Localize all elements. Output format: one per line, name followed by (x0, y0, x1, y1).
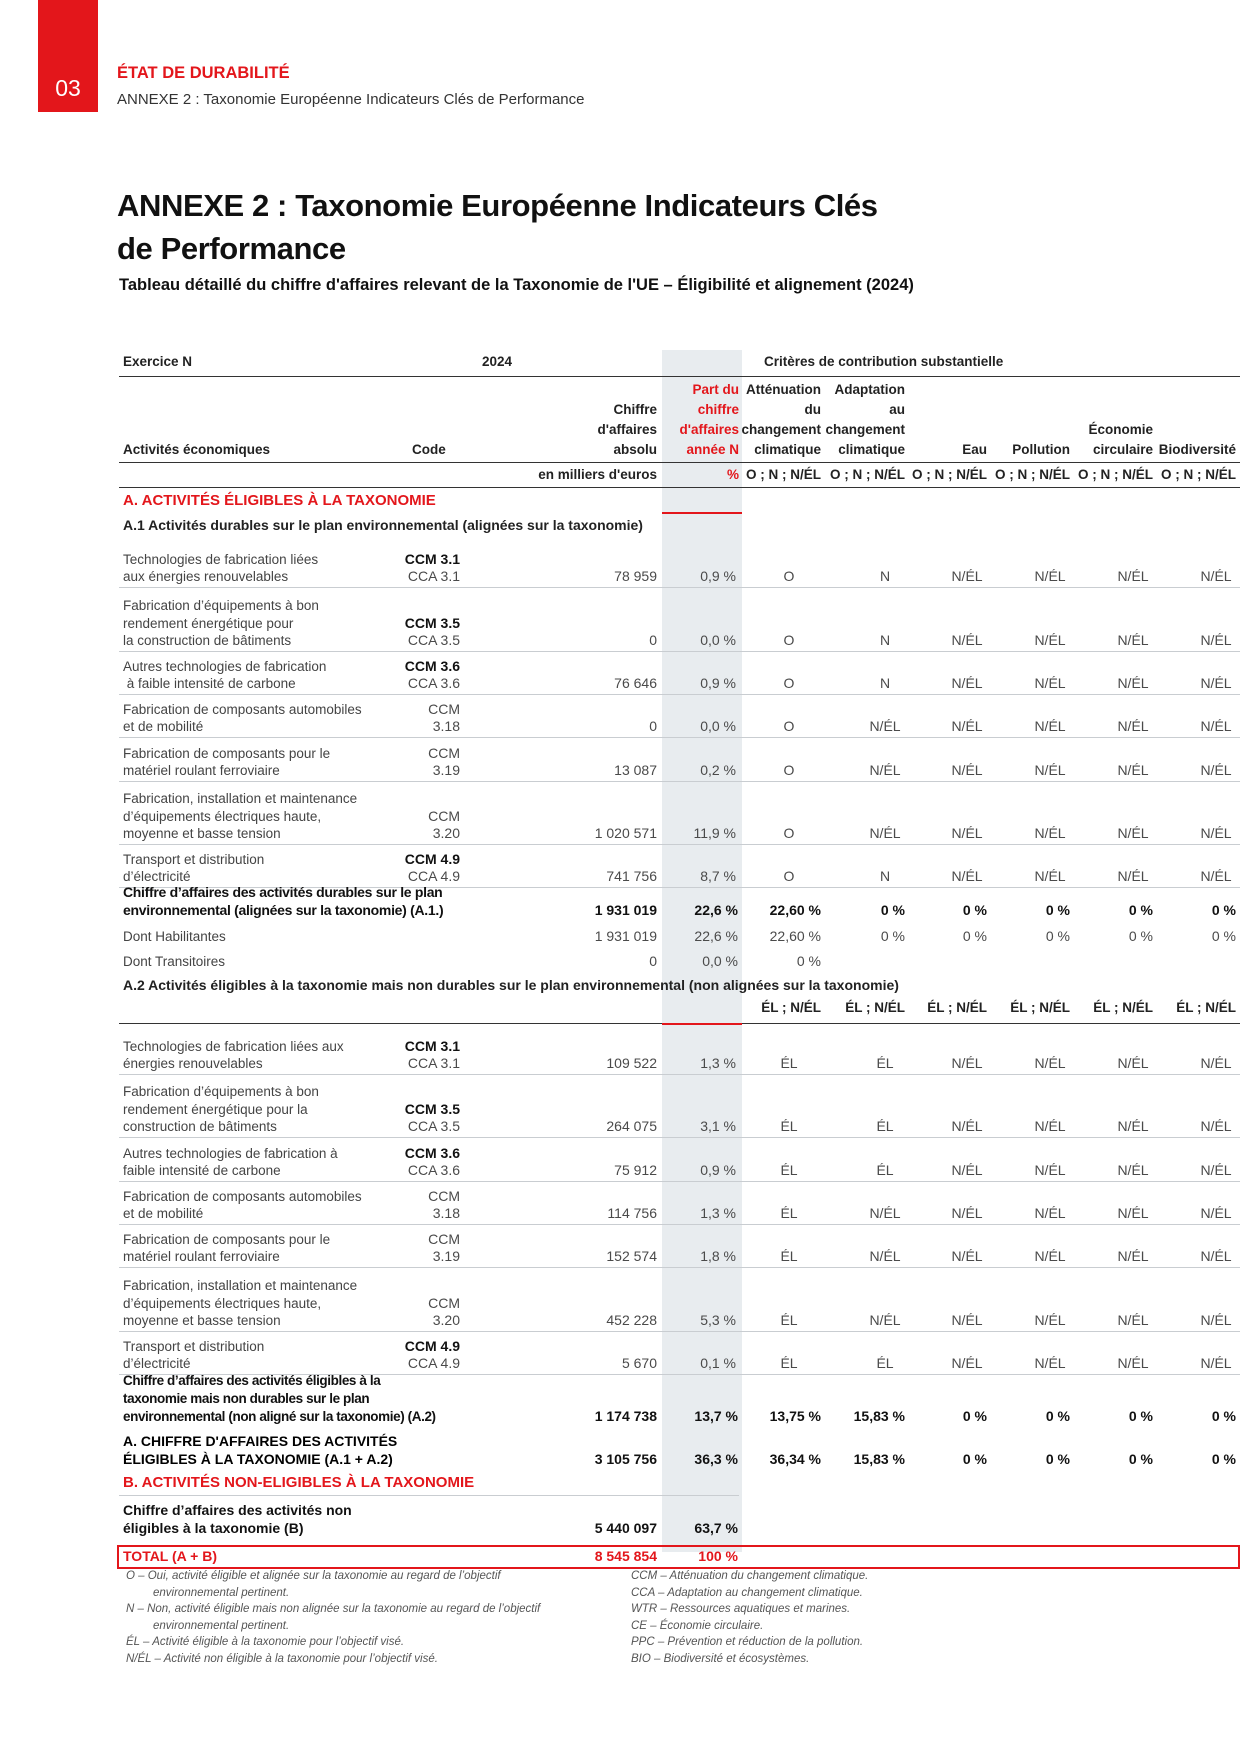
criteria-value: O (783, 718, 795, 734)
criteria-value: N/ÉL (1034, 568, 1066, 584)
share-value: 8,7 % (700, 868, 736, 884)
criteria-value: 0 % (962, 1408, 987, 1424)
criteria-value: N/ÉL (1117, 868, 1149, 884)
rule (119, 487, 1240, 488)
activity-code-primary: CCM 3.6 (404, 658, 460, 674)
share-value: 1,3 % (700, 1055, 736, 1071)
criteria-value: ÉL (780, 1162, 798, 1178)
activity-label-line: et de mobilité (123, 719, 204, 734)
criteria-value: N/ÉL (1034, 825, 1066, 841)
activity-code-primary: CCM (428, 1231, 460, 1247)
turnover-value: 264 075 (606, 1118, 657, 1134)
criteria-value: ÉL (780, 1055, 798, 1071)
criteria-value: 22,60 % (769, 928, 821, 944)
criteria-value: N/ÉL (1200, 1205, 1232, 1221)
criteria-value: N/ÉL (869, 1248, 901, 1264)
activity-code-primary: CCM 4.9 (404, 851, 460, 867)
activity-code-secondary: CCA 3.1 (407, 1055, 460, 1071)
criteria-value: O (783, 868, 795, 884)
activity-code-secondary: CCA 3.6 (407, 1162, 460, 1178)
row-divider (119, 844, 1240, 845)
activity-code-secondary: CCA 3.5 (407, 632, 460, 648)
activity-label-line: Fabrication d’équipements à bon (123, 1084, 319, 1099)
b-row-ca: 5 440 097 (594, 1520, 657, 1536)
activity-code-secondary: CCA 4.9 (407, 1355, 460, 1371)
unit-adaptation: O ; N ; N/ÉL (830, 467, 905, 482)
turnover-value: 0 (649, 632, 657, 648)
a2-unit-label: ÉL ; N/ÉL (761, 1000, 821, 1015)
activity-label-line: matériel roulant ferroviaire (123, 763, 280, 778)
criteria-value: N/ÉL (1034, 1162, 1066, 1178)
habilitantes-ca: 1 931 019 (594, 928, 657, 944)
criteria-value: N/ÉL (951, 718, 983, 734)
transitoires-pct: 0,0 % (702, 953, 738, 969)
a-total-ca: 3 105 756 (594, 1451, 657, 1467)
criteria-value: 0 % (962, 928, 987, 944)
criteria-label: Critères de contribution substantielle (764, 354, 1004, 369)
activity-label-line: d’électricité (123, 1356, 191, 1371)
activity-code-primary: CCM 3.5 (404, 615, 460, 631)
criteria-value: N/ÉL (1200, 1312, 1232, 1328)
criteria-value: N/ÉL (1200, 1162, 1232, 1178)
turnover-value: 78 959 (614, 568, 657, 584)
activity-code-primary: CCM (428, 1295, 460, 1311)
criteria-value: N/ÉL (869, 762, 901, 778)
running-header-subsection: ANNEXE 2 : Taxonomie Européenne Indicateurs Clés de Performance (117, 91, 585, 108)
turnover-value: 76 646 (614, 675, 657, 691)
activity-label-line: moyenne et basse tension (123, 826, 281, 841)
share-value: 0,2 % (700, 762, 736, 778)
criteria-value: N/ÉL (951, 762, 983, 778)
criteria-value: N (879, 675, 891, 691)
unit-eau: O ; N ; N/ÉL (912, 467, 987, 482)
row-divider (119, 694, 1240, 695)
col-part: Part du chiffre d'affaires année N (679, 382, 739, 457)
a2-total-label: Chiffre d’affaires des activités éligibles à la taxonomie mais non durables sur le plan environnemental (non aligné sur la taxonomie) (A.2) (123, 1373, 436, 1424)
criteria-value: N/ÉL (1034, 868, 1066, 884)
turnover-value: 75 912 (614, 1162, 657, 1178)
criteria-value: 0 % (962, 1451, 987, 1467)
share-value: 0,1 % (700, 1355, 736, 1371)
a2-total-pct: 13,7 % (694, 1408, 738, 1424)
criteria-value: N (879, 868, 891, 884)
criteria-value: 36,34 % (769, 1451, 821, 1467)
unit-pollution: O ; N ; N/ÉL (995, 467, 1070, 482)
criteria-value: 15,83 % (853, 1451, 905, 1467)
activity-label-line: rendement énergétique pour (123, 615, 294, 631)
activity-code-secondary: 3.18 (432, 718, 460, 734)
activity-code-secondary: CCA 3.5 (407, 1118, 460, 1134)
criteria-value: N/ÉL (1034, 675, 1066, 691)
activity-label-line: la construction de bâtiments (123, 633, 292, 648)
turnover-value: 13 087 (614, 762, 657, 778)
chapter-tab (38, 0, 98, 112)
criteria-value: 0 % (1211, 1451, 1236, 1467)
a2-unit-label: ÉL ; N/ÉL (1093, 1000, 1153, 1015)
activity-label-line: Fabrication d’équipements à bon (123, 598, 319, 613)
col-adaptation: Adaptation au changement climatique (825, 382, 905, 457)
row-divider (119, 737, 1240, 738)
criteria-value: 0 % (1045, 902, 1070, 918)
page-title: ANNEXE 2 : Taxonomie Européenne Indicateurs Clés de Performance (117, 188, 878, 266)
rule (119, 1495, 739, 1496)
criteria-value: O (783, 825, 795, 841)
criteria-value: N/ÉL (951, 1205, 983, 1221)
activity-label-line: Technologies de fabrication liées aux (123, 1038, 344, 1054)
activity-code-primary: CCM 3.1 (404, 1038, 460, 1054)
criteria-value: N/ÉL (1200, 568, 1232, 584)
criteria-value: 22,60 % (769, 902, 821, 918)
criteria-value: 0 % (1128, 1408, 1153, 1424)
legend-notes-right: CCM – Atténuation du changement climatique. CCA – Adaptation au changement climatique. WTR – Ressources aquatiques et marines. CE – Économie circulaire. PPC – Prévention et réduction de la pollution. BIO – Biodiversité et écosystèmes. (631, 1570, 869, 1665)
activity-code-secondary: 3.20 (432, 1312, 460, 1328)
criteria-value: 0 % (1045, 1451, 1070, 1467)
criteria-value: N/ÉL (1200, 718, 1232, 734)
rule (119, 376, 1240, 377)
unit-attenuation: O ; N ; N/ÉL (746, 467, 821, 482)
turnover-value: 152 574 (606, 1248, 657, 1264)
activity-code-secondary: 3.19 (432, 1248, 460, 1264)
row-divider (119, 1224, 1240, 1225)
a1-total-ca: 1 931 019 (594, 902, 657, 918)
share-value: 0,0 % (700, 632, 736, 648)
col-code: Code (412, 442, 446, 457)
criteria-value: 13,75 % (769, 1408, 821, 1424)
col-activities: Activités économiques (123, 442, 271, 457)
activity-code-secondary: 3.19 (432, 762, 460, 778)
share-value: 3,1 % (700, 1118, 736, 1134)
activity-label-line: Technologies de fabrication liées (123, 551, 319, 567)
a-total-pct: 36,3 % (694, 1451, 738, 1467)
col-eau: Eau (962, 442, 987, 457)
activity-label-line: à faible intensité de carbone (123, 676, 296, 691)
col-attenuation: Atténuation du changement climatique (741, 382, 821, 457)
a2-unit-label: ÉL ; N/ÉL (1176, 1000, 1236, 1015)
criteria-value: N/ÉL (869, 1312, 901, 1328)
criteria-value: 0 % (1128, 902, 1153, 918)
criteria-value: N/ÉL (1200, 825, 1232, 841)
exercise-label: Exercice N (123, 354, 193, 369)
criteria-value: N/ÉL (1200, 762, 1232, 778)
unit-part: % (726, 467, 739, 482)
total-label: TOTAL (A + B) (123, 1548, 217, 1564)
activity-code-primary: CCM (428, 701, 460, 717)
criteria-value: 0 % (1211, 902, 1236, 918)
unit-economie: O ; N ; N/ÉL (1078, 467, 1153, 482)
activity-label-line: d’électricité (123, 869, 191, 884)
activity-code-primary: CCM 3.6 (404, 1145, 460, 1161)
activity-code-secondary: 3.20 (432, 825, 460, 841)
criteria-value: N/ÉL (1200, 1055, 1232, 1071)
criteria-value: N/ÉL (951, 1312, 983, 1328)
criteria-value: ÉL (780, 1205, 798, 1221)
criteria-value: 0 % (1211, 1408, 1236, 1424)
criteria-value: N/ÉL (869, 718, 901, 734)
a2-unit-label: ÉL ; N/ÉL (845, 1000, 905, 1015)
legend-notes-left: O – Oui, activité éligible et alignée sur la taxonomie au regard de l’objectif environnemental pertinent. N – Non, activité éligible mais non alignée sur la taxonomie au regard de l’objectif environnemental pertinent. ÉL – Activité éligible à la taxonomie pour l’objectif visé. N/ÉL – Activité non éligible à la taxonomie pour l’objectif visé. (126, 1570, 541, 1665)
row-divider (119, 1331, 1240, 1332)
row-divider (119, 1267, 1240, 1268)
activity-label-line: Fabrication de composants automobiles (123, 701, 362, 717)
habilitantes-label: Dont Habilitantes (123, 929, 226, 944)
activity-label-line: d’équipements électriques haute, (123, 808, 322, 824)
year-label: 2024 (482, 354, 513, 369)
unit-biodiversite: O ; N ; N/ÉL (1161, 467, 1236, 482)
activity-code-primary: CCM 4.9 (404, 1338, 460, 1354)
criteria-value: ÉL (780, 1118, 798, 1134)
col-ca: Chiffre d'affaires absolu (597, 402, 657, 457)
criteria-value: N/ÉL (1117, 718, 1149, 734)
activity-label-line: Transport et distribution (123, 1338, 265, 1354)
criteria-value: ÉL (876, 1118, 894, 1134)
activity-code-primary: CCM (428, 808, 460, 824)
criteria-value: N/ÉL (869, 1205, 901, 1221)
turnover-value: 5 670 (621, 1355, 657, 1371)
criteria-value: 0 % (1211, 928, 1236, 944)
section-a2-heading: A.2 Activités éligibles à la taxonomie mais non durables sur le plan environnemental (non alignées sur la taxonomie) (123, 977, 899, 993)
criteria-value: N/ÉL (1117, 762, 1149, 778)
a-total-label: A. CHIFFRE D'AFFAIRES DES ACTIVITÉS ÉLIGIBLES À LA TAXONOMIE (A.1 + A.2) (123, 1433, 398, 1467)
criteria-value: 0 % (962, 902, 987, 918)
criteria-value: N/ÉL (1034, 762, 1066, 778)
turnover-value: 114 756 (607, 1205, 657, 1221)
criteria-value: N/ÉL (951, 675, 983, 691)
activity-code-primary: CCM (428, 745, 460, 761)
criteria-value: 0 % (880, 928, 905, 944)
a1-total-pct: 22,6 % (694, 902, 738, 918)
section-a-heading: A. ACTIVITÉS ÉLIGIBLES À LA TAXONOMIE (123, 492, 436, 509)
criteria-value: N/ÉL (951, 1355, 983, 1371)
turnover-value: 452 228 (606, 1312, 657, 1328)
criteria-value: N/ÉL (951, 1162, 983, 1178)
criteria-value: N/ÉL (1034, 632, 1066, 648)
row-divider (119, 1137, 1240, 1138)
criteria-value: ÉL (780, 1312, 798, 1328)
share-value: 1,3 % (700, 1205, 736, 1221)
accent-rule (662, 512, 742, 514)
criteria-value: ÉL (876, 1162, 894, 1178)
criteria-value: ÉL (780, 1248, 798, 1264)
criteria-value: ÉL (780, 1355, 798, 1371)
a2-unit-label: ÉL ; N/ÉL (927, 1000, 987, 1015)
criteria-value: O (783, 568, 795, 584)
activity-label-line: Transport et distribution (123, 851, 265, 867)
share-value: 0,9 % (700, 675, 736, 691)
criteria-value: N/ÉL (1117, 1055, 1149, 1071)
activity-code-primary: CCM 3.1 (404, 551, 460, 567)
total-ca: 8 545 854 (594, 1548, 657, 1564)
activity-code-secondary: CCA 4.9 (407, 868, 460, 884)
total-pct: 100 % (698, 1548, 738, 1564)
row-divider (119, 781, 1240, 782)
turnover-value: 0 (649, 718, 657, 734)
criteria-value: N/ÉL (1200, 675, 1232, 691)
criteria-value: N/ÉL (1200, 868, 1232, 884)
activity-code-secondary: 3.18 (432, 1205, 460, 1221)
criteria-value: N/ÉL (1117, 1248, 1149, 1264)
criteria-value: 15,83 % (853, 1408, 905, 1424)
criteria-value: N/ÉL (1034, 1248, 1066, 1264)
a1-total-label: Chiffre d’affaires des activités durables sur le plan environnemental (alignées sur la taxonomie) (A.1.) (123, 884, 444, 918)
transitoires-label: Dont Transitoires (123, 954, 226, 969)
criteria-value: 0 % (880, 902, 905, 918)
share-value: 0,9 % (700, 568, 736, 584)
criteria-value: ÉL (876, 1055, 894, 1071)
activity-label-line: construction de bâtiments (123, 1119, 277, 1134)
criteria-value: N/ÉL (951, 568, 983, 584)
rule (119, 462, 1240, 463)
criteria-value: N/ÉL (951, 1248, 983, 1264)
criteria-value: N/ÉL (1117, 1205, 1149, 1221)
criteria-value: N/ÉL (1117, 825, 1149, 841)
row-divider (119, 651, 1240, 652)
share-value: 11,9 % (693, 825, 736, 841)
criteria-value: N (879, 632, 891, 648)
activity-label-line: Fabrication de composants automobiles (123, 1188, 362, 1204)
criteria-value: N/ÉL (1034, 1055, 1066, 1071)
criteria-value: N/ÉL (869, 825, 901, 841)
a2-total-ca: 1 174 738 (594, 1408, 657, 1424)
activity-label-line: Fabrication de composants pour le (123, 1231, 331, 1247)
activity-label-line: et de mobilité (123, 1206, 204, 1221)
activity-label-line: énergies renouvelables (123, 1056, 263, 1071)
col-pollution: Pollution (1012, 442, 1070, 457)
criteria-value: N/ÉL (1034, 718, 1066, 734)
criteria-value: N/ÉL (1117, 1162, 1149, 1178)
unit-ca: en milliers d'euros (538, 467, 657, 482)
activity-label-line: matériel roulant ferroviaire (123, 1249, 280, 1264)
activity-code-primary: CCM 3.5 (404, 1101, 460, 1117)
row-divider (119, 1074, 1240, 1075)
col-economie: Économie circulaire (1088, 422, 1153, 457)
criteria-value: N/ÉL (1200, 1355, 1232, 1371)
criteria-value: 0 % (1045, 928, 1070, 944)
criteria-value: N/ÉL (1117, 1312, 1149, 1328)
criteria-value: O (783, 632, 795, 648)
activity-label-line: Fabrication, installation et maintenance (123, 1278, 358, 1293)
criteria-value: N/ÉL (1034, 1205, 1066, 1221)
criteria-value: N/ÉL (951, 868, 983, 884)
a2-unit-label: ÉL ; N/ÉL (1010, 1000, 1070, 1015)
turnover-value: 1 020 571 (594, 825, 657, 841)
criteria-value: N/ÉL (1200, 1118, 1232, 1134)
criteria-value: N/ÉL (951, 825, 983, 841)
share-value: 1,8 % (700, 1248, 736, 1264)
activity-code-primary: CCM (428, 1188, 460, 1204)
turnover-value: 741 756 (606, 868, 657, 884)
activity-label-line: Autres technologies de fabrication (123, 658, 327, 674)
share-value: 5,3 % (700, 1312, 736, 1328)
criteria-value: N/ÉL (951, 1055, 983, 1071)
activity-code-secondary: CCA 3.1 (407, 568, 460, 584)
col-biodiversite: Biodiversité (1158, 442, 1236, 457)
criteria-value: N/ÉL (1034, 1355, 1066, 1371)
row-divider (119, 587, 1240, 588)
chapter-number: 03 (55, 75, 81, 101)
activity-label-line: aux énergies renouvelables (123, 569, 289, 584)
b-row-pct: 63,7 % (694, 1520, 738, 1536)
criteria-value: O (783, 675, 795, 691)
running-header-section: ÉTAT DE DURABILITÉ (117, 64, 290, 82)
criteria-value: N/ÉL (1200, 1248, 1232, 1264)
b-row-label: Chiffre d’affaires des activités non éligibles à la taxonomie (B) (123, 1502, 352, 1536)
criteria-value: 0 % (1128, 928, 1153, 944)
criteria-value: N/ÉL (1117, 632, 1149, 648)
criteria-value: N/ÉL (1117, 1355, 1149, 1371)
criteria-value: 0 % (1128, 1451, 1153, 1467)
activity-label-line: d’équipements électriques haute, (123, 1295, 322, 1311)
habilitantes-pct: 22,6 % (694, 928, 738, 944)
activity-code-secondary: CCA 3.6 (407, 675, 460, 691)
activity-label-line: Autres technologies de fabrication à (123, 1145, 338, 1161)
activity-label-line: Fabrication, installation et maintenance (123, 791, 358, 806)
criteria-value: 0 % (1045, 1408, 1070, 1424)
criteria-value: N/ÉL (1034, 1312, 1066, 1328)
section-a1-heading: A.1 Activités durables sur le plan environnemental (alignées sur la taxonomie) (123, 517, 643, 533)
criteria-value: N/ÉL (951, 1118, 983, 1134)
accent-rule (662, 1023, 742, 1025)
transitoires-ca: 0 (649, 953, 657, 969)
activity-label-line: faible intensité de carbone (123, 1163, 281, 1178)
criteria-value: N/ÉL (1034, 1118, 1066, 1134)
share-value: 0,9 % (700, 1162, 736, 1178)
share-value: 0,0 % (700, 718, 736, 734)
table-subtitle: Tableau détaillé du chiffre d'affaires relevant de la Taxonomie de l'UE – Éligibilité et alignement (2024) (119, 276, 914, 294)
criteria-value: 0 % (796, 953, 821, 969)
criteria-value: N/ÉL (1117, 675, 1149, 691)
criteria-value: N/ÉL (1200, 632, 1232, 648)
activity-label-line: rendement énergétique pour la (123, 1101, 308, 1117)
criteria-value: N/ÉL (1117, 1118, 1149, 1134)
criteria-value: N/ÉL (1117, 568, 1149, 584)
criteria-value: N/ÉL (951, 632, 983, 648)
criteria-value: O (783, 762, 795, 778)
section-b-heading: B. ACTIVITÉS NON-ELIGIBLES À LA TAXONOMIE (123, 1474, 475, 1491)
turnover-value: 109 522 (606, 1055, 657, 1071)
criteria-value: ÉL (876, 1355, 894, 1371)
row-divider (119, 1181, 1240, 1182)
criteria-value: N (879, 568, 891, 584)
activity-label-line: Fabrication de composants pour le (123, 745, 331, 761)
activity-label-line: moyenne et basse tension (123, 1313, 281, 1328)
